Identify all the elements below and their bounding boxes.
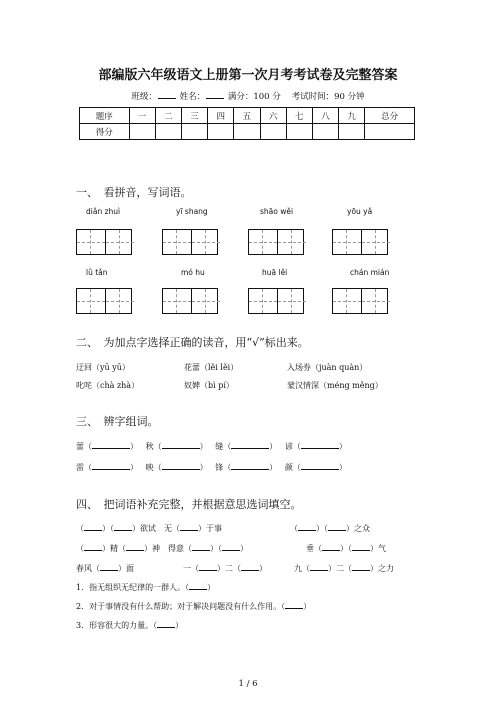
char-label: 雷（ [76,463,92,472]
writing-grid[interactable] [332,229,388,255]
answer-blank[interactable] [126,543,144,551]
header-cell: 七 [286,108,312,124]
bracket: ） [199,442,208,451]
writing-grid[interactable] [162,229,218,255]
answer-blank[interactable] [301,441,339,449]
header-cell: 一 [129,108,155,124]
pinyin: yī shang [176,207,208,216]
answer-blank[interactable] [310,563,328,571]
char-label: 秋（ [145,442,162,451]
score-cell[interactable] [181,124,207,140]
score-row-label: 得分 [80,124,130,140]
answer-blank[interactable] [328,523,346,531]
section-4-heading: 四、 把词语补充完整，并根据意思选词填空。 [76,498,302,511]
header-cell: 二 [155,108,181,124]
bracket: ） [130,463,138,472]
answer-blank[interactable] [189,582,207,590]
question-2: 2．对于事情没有什么帮助；对于解决问题没有什么作用。（ ） [76,602,312,611]
score-cell[interactable] [129,124,155,140]
idiom-line: （ ）（ ）之众 [290,524,370,533]
reading-item[interactable]: 蒙汉情深（méng měng） [287,381,383,390]
idiom-line: 垂（ ）（ ）气 [306,544,386,553]
full-score: 满分：100 分 [227,92,281,102]
pinyin: mó hu [181,268,205,277]
idiom-line: 一（ ）二（ ） [183,564,267,573]
idiom-line: （ ）精（ ）神 得意（ ）（ ） [76,544,248,553]
score-cell[interactable] [155,124,181,140]
score-cell[interactable] [208,124,234,140]
char-label: 蕾（ [76,442,92,451]
answer-blank[interactable] [84,523,102,531]
answer-blank[interactable] [222,543,240,551]
reading-item[interactable]: 入场券（juàn quàn） [287,363,368,372]
bracket: ） [269,463,278,472]
char-label: 谚（ [284,442,301,451]
pinyin: diǎn zhuì [86,207,121,216]
score-table-header [80,108,415,124]
question-1: 1．指无组织无纪律的一群人。（ ） [76,583,216,592]
pinyin: chán mián [350,268,390,277]
word-group-row [76,441,347,452]
header-cell: 题序 [80,108,130,124]
answer-blank[interactable] [192,543,210,551]
answer-blank[interactable] [180,523,198,531]
bracket: ） [269,442,278,451]
header-cell: 三 [181,108,207,124]
bracket: ） [199,463,208,472]
score-table [79,107,415,140]
name-label: 姓名： [179,92,206,102]
header-cell: 八 [312,108,338,124]
answer-blank[interactable] [241,563,259,571]
pinyin: shāo wěi [260,207,294,216]
writing-grid[interactable] [248,288,304,314]
answer-blank[interactable] [352,563,370,571]
answer-blank[interactable] [100,563,118,571]
question-3: 3．形容很大的力量。（ ） [76,621,184,630]
section-2-heading: 二、 为加点字选择正确的读音，用“√”标出来。 [76,336,309,349]
reading-item[interactable]: 花蕾（lěi lěi） [184,363,239,372]
score-cell[interactable] [365,124,415,140]
writing-grid[interactable] [332,288,388,314]
answer-blank[interactable] [285,601,303,609]
class-blank[interactable] [158,90,176,99]
score-cell[interactable] [286,124,312,140]
reading-item[interactable]: 叱咤（chà zhà） [76,381,140,390]
char-label: 映（ [145,463,162,472]
answer-blank[interactable] [157,620,175,628]
writing-grid[interactable] [76,229,132,255]
score-cell[interactable] [234,124,260,140]
header-cell: 四 [208,108,234,124]
answer-blank[interactable] [162,441,200,449]
score-cell[interactable] [312,124,338,140]
char-label: 缝（ [215,442,232,451]
score-cell[interactable] [339,124,365,140]
idiom-line: 九（ ）二（ ）之力 [294,564,394,573]
score-cell[interactable] [260,124,286,140]
reading-item[interactable]: 迂回（yū yū） [76,363,130,372]
answer-blank[interactable] [231,462,269,470]
answer-blank[interactable] [322,543,340,551]
answer-blank[interactable] [298,523,316,531]
writing-grid[interactable] [248,229,304,255]
page-title: 部编版六年级语文上册第一次月考考试卷及完整答案 [98,68,398,83]
header-cell: 总分 [365,108,415,124]
pinyin: huā lěi [262,268,288,277]
idiom-line: （ ）（ ）欲试 无（ ）于事 [76,524,222,533]
class-label: 班级： [131,92,157,102]
exam-time: 考试时间：90 分钟 [291,92,365,102]
answer-blank[interactable] [231,441,269,449]
char-label: 锋（ [215,463,232,472]
score-row [80,124,415,140]
section-1-heading: 一、 看拼音，写词语。 [76,186,192,199]
header-cell: 九 [339,108,365,124]
writing-grid[interactable] [76,288,132,314]
answer-blank[interactable] [162,462,200,470]
answer-blank[interactable] [92,441,130,449]
bracket: ） [338,442,347,451]
answer-blank[interactable] [301,462,339,470]
word-group-row [76,462,347,473]
page-number: 1 / 6 [238,679,258,689]
answer-blank[interactable] [114,523,132,531]
pinyin: lǜ tǎn [86,268,108,277]
answer-blank[interactable] [92,462,130,470]
bracket: ） [130,442,138,451]
pinyin: yōu yǎ [347,207,373,216]
writing-grid[interactable] [162,288,218,314]
header-cell: 五 [234,108,260,124]
section-3-heading: 三、 辨字组词。 [76,415,159,428]
idiom-line: 春风（ ）面 [76,564,134,573]
exam-info [0,90,496,102]
header-cell: 六 [260,108,286,124]
answer-blank[interactable] [199,563,217,571]
char-label: 颜（ [284,463,301,472]
bracket: ） [338,463,347,472]
reading-item[interactable]: 奴婢（bì pí） [184,381,234,390]
answer-blank[interactable] [84,543,102,551]
answer-blank[interactable] [352,543,370,551]
name-blank[interactable] [206,90,224,99]
